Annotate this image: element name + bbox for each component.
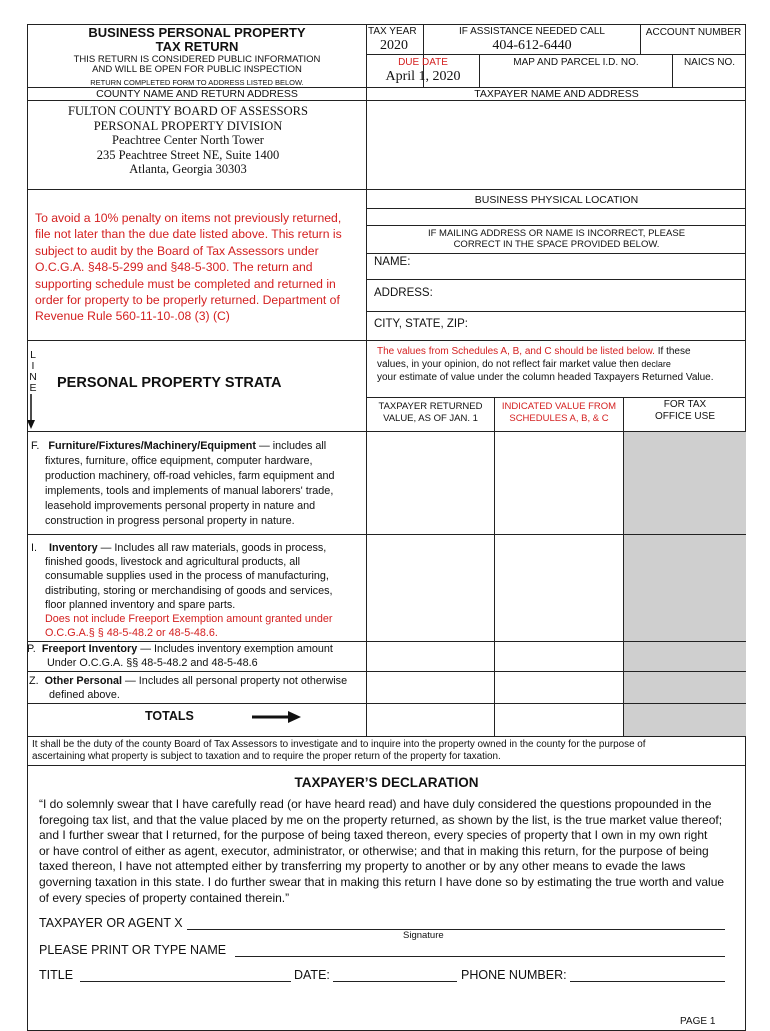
public-info-line-2: AND WILL BE OPEN FOR PUBLIC INSPECTION [92, 64, 302, 75]
strata-title: PERSONAL PROPERTY STRATA [57, 375, 282, 391]
page-number: PAGE 1 [680, 1016, 716, 1027]
declaration-line-6: governing taxation in this state. I do further swear that in making this return I have done so by estimating the true worth and value [39, 874, 725, 889]
county-line-5: Atlanta, Georgia 30303 [129, 162, 247, 176]
city-state-zip-label: CITY, STATE, ZIP: [374, 318, 468, 330]
row-i-line-2: finished goods, livestock and agricultural products, all [45, 556, 301, 569]
date-field[interactable] [333, 968, 457, 982]
title-line-2: TAX RETURN [155, 39, 239, 54]
row-f-line-3: production machinery, off-road vehicles, farm equipment and [45, 470, 335, 482]
signature-field[interactable] [187, 915, 725, 930]
tax-year-label: TAX YEAR [368, 26, 417, 37]
taxpayer-name-address-field[interactable] [368, 102, 744, 188]
declaration-line-2: foregoing tax list, and that the value placed by me on the property returned, as shown by the list, is the true market value thereof; [39, 812, 723, 827]
row-i-indicated-value[interactable] [496, 536, 622, 640]
col2-line-2: SCHEDULES A, B, & C [509, 413, 609, 424]
county-header: COUNTY NAME AND RETURN ADDRESS [96, 88, 298, 100]
line-label-vertical [28, 350, 38, 394]
row-p-line-2: Under O.C.G.A. §§ 48-5-48.2 and 48-5-48.6 [47, 657, 258, 669]
col3-line-1: FOR TAX [663, 399, 707, 410]
col1-line-1: TAXPAYER RETURNED [378, 401, 483, 412]
row-f-title: Furniture/Fixtures/Machinery/Equipment [48, 440, 256, 452]
col-header-tax-office [624, 399, 746, 423]
county-line-3: Peachtree Center North Tower [112, 133, 264, 147]
totals-label: TOTALS [145, 709, 194, 723]
totals-taxpayer-value[interactable] [368, 705, 493, 735]
row-i-inventory [31, 541, 361, 640]
values-instruction [377, 345, 743, 384]
public-info-line-1: THIS RETURN IS CONSIDERED PUBLIC INFORMATION [73, 54, 321, 65]
col2-line-1: INDICATED VALUE FROM [501, 401, 617, 412]
assistance-label: IF ASSISTANCE NEEDED CALL [459, 26, 605, 37]
address-field[interactable] [440, 281, 744, 309]
assistance-phone: 404-612-6440 [492, 38, 572, 53]
print-name-field[interactable] [235, 943, 725, 957]
penalty-notice [35, 210, 355, 325]
tax-year-value[interactable]: 2020 [380, 38, 408, 53]
col3-line-2: OFFICE USE [654, 411, 715, 422]
declaration-line-7: of every species of property contained therein.” [39, 890, 290, 905]
row-i-taxpayer-value[interactable] [368, 536, 493, 640]
values-note-line-2: values, in your opinion, do not reflect fair market value then [377, 359, 639, 370]
penalty-line-1: To avoid a 10% penalty on items not previously returned, [35, 211, 342, 225]
title-field[interactable] [80, 968, 291, 982]
values-note-rest: If these [654, 346, 691, 357]
address-label: ADDRESS: [374, 287, 433, 299]
duty-line-1: It shall be the duty of the county Board of Tax Assessors to investigate and to inquire into the property owned in the county for the purpose of [32, 739, 646, 750]
taxpayer-header: TAXPAYER NAME AND ADDRESS [474, 88, 639, 100]
city-state-zip-field[interactable] [480, 313, 744, 338]
naics-label: NAICS NO. [683, 57, 736, 68]
form-title-block [28, 25, 366, 87]
county-address [28, 104, 348, 177]
row-z-indicated-value[interactable] [496, 673, 622, 702]
mailing-note-line-1: IF MAILING ADDRESS OR NAME IS INCORRECT, PLEASE [427, 228, 686, 239]
agent-label: TAXPAYER OR AGENT X [39, 916, 183, 930]
values-note-line-3: your estimate of value under the column headed Taxpayers Returned Value. [377, 372, 714, 383]
declaration-text [39, 797, 739, 906]
office-use-column [624, 432, 746, 736]
totals-indicated-value[interactable] [496, 705, 622, 735]
business-location-label: BUSINESS PHYSICAL LOCATION [474, 194, 639, 206]
row-i-freeport-note-2: O.C.G.A.§ § 48-5-48.2 or 48-5-48.6. [45, 627, 218, 640]
row-p-taxpayer-value[interactable] [368, 643, 493, 670]
date-label: DATE: [294, 968, 330, 982]
row-f-letter: F. [31, 440, 40, 452]
row-i-line-1: — Includes all raw materials, goods in process, [97, 542, 327, 554]
due-date-value: April 1, 2020 [385, 69, 461, 84]
row-i-line-3: consumable supplies used in the process of manufacturing, [45, 570, 329, 583]
row-p-freeport [27, 642, 361, 670]
county-line-2: PERSONAL PROPERTY DIVISION [93, 118, 283, 133]
phone-label: PHONE NUMBER: [461, 968, 567, 982]
map-parcel-field[interactable] [481, 69, 671, 86]
values-note-red: The values from Schedules A, B, and C should be listed below. [377, 346, 655, 357]
print-name-label: PLEASE PRINT OR TYPE NAME [39, 943, 227, 957]
row-f-line-5: leasehold improvements personal property in nature and [45, 500, 316, 512]
mailing-note [367, 228, 746, 250]
penalty-line-7: Revenue Rule 560-11-10-.08 (3) (C) [35, 309, 230, 324]
row-z-line-1: — Includes all personal property not otherwise [122, 675, 348, 687]
row-z-taxpayer-value[interactable] [368, 673, 493, 702]
phone-field[interactable] [570, 968, 725, 982]
row-f-taxpayer-value[interactable] [368, 433, 493, 533]
due-date-label: DUE DATE [398, 57, 448, 68]
row-p-indicated-value[interactable] [496, 643, 622, 670]
row-f-line-4: implements, tools and implements of manual laborers' trade, [45, 485, 334, 497]
county-line-1: FULTON COUNTY BOARD OF ASSESSORS [68, 104, 308, 118]
signature-caption: Signature [403, 930, 444, 941]
values-note-declare: declare [638, 359, 671, 369]
col1-line-2: VALUE, AS OF JAN. 1 [383, 413, 478, 424]
duty-line-2: ascertaining what property is subject to taxation and to require the proper return of the property for taxation. [32, 751, 501, 762]
row-z-other-personal [29, 674, 363, 702]
col-header-indicated-value [495, 401, 623, 425]
declaration-line-5: taxed thereon, I have not attempted either by transferring my property to another or by any other means to evade the laws [39, 859, 686, 874]
line-letter-e: E [29, 382, 37, 394]
account-number-label: ACCOUNT NUMBER [645, 27, 742, 38]
duty-statement [32, 739, 744, 763]
row-i-title: Inventory [49, 542, 98, 554]
penalty-line-6: order for property to be properly returned. Department of [35, 293, 340, 308]
penalty-line-2: file not later than the due date listed above. This return is [35, 227, 342, 242]
row-z-line-2: defined above. [49, 689, 120, 701]
row-f-furniture [31, 439, 361, 529]
account-number-field[interactable] [642, 38, 744, 53]
declaration-line-3: and I further swear that I returned, for the purpose of being taxed thereon, every species of property that I own in my own right [39, 828, 708, 843]
row-p-title: Freeport Inventory [41, 643, 138, 655]
declaration-title: TAXPAYER’S DECLARATION [294, 775, 479, 790]
naics-field[interactable] [674, 69, 744, 86]
row-p-letter: P. [27, 643, 36, 655]
right-arrow-icon [252, 710, 302, 724]
county-line-4: 235 Peachtree Street NE, Suite 1400 [96, 147, 280, 162]
form-title [28, 26, 366, 54]
row-z-letter: Z. [29, 675, 39, 687]
down-arrow-icon [26, 394, 36, 430]
penalty-line-3: subject to audit by the Board of Tax Assessors under [35, 243, 319, 258]
penalty-line-4: O.C.G.A. §48-5-299 and §48-5-300. The return and [35, 260, 313, 275]
title-line-1: BUSINESS PERSONAL PROPERTY [88, 25, 306, 40]
row-z-title: Other Personal [44, 675, 123, 687]
row-i-line-5: floor planned inventory and spare parts. [45, 598, 236, 611]
return-note: RETURN COMPLETED FORM TO ADDRESS LISTED BELOW. [90, 78, 304, 87]
row-f-indicated-value[interactable] [496, 433, 622, 533]
declaration-line-1: “I do solemnly swear that I have carefully read (or have heard read) and have duly considered the questions propounded in the [39, 797, 712, 811]
line-letter-l: L [30, 349, 36, 361]
map-parcel-label: MAP AND PARCEL I.D. NO. [513, 57, 639, 68]
row-i-letter: I. [31, 542, 37, 554]
mailing-note-line-2: CORRECT IN THE SPACE PROVIDED BELOW. [453, 239, 660, 250]
row-f-line-6: construction in progress personal property in nature. [45, 515, 295, 527]
name-label: NAME: [374, 256, 411, 268]
row-f-line-1: — includes all [255, 440, 327, 452]
row-i-freeport-note-1: Does not include Freeport Exemption amount granted under [45, 613, 333, 626]
row-f-line-2: fixtures, furniture, office equipment, computer hardware, [45, 455, 313, 467]
title-label: TITLE [39, 968, 74, 982]
line-letter-n: N [29, 371, 37, 383]
name-field[interactable] [420, 255, 744, 277]
penalty-line-5: supporting schedule must be completed and returned in [35, 276, 336, 291]
row-i-line-4: distributing, storing or merchandising of goods and services, [45, 584, 333, 597]
line-letter-i: I [31, 360, 35, 372]
business-location-field[interactable] [368, 209, 744, 225]
declaration-line-4: or have control of either as agent, executor, administrator, or otherwise; and that in making this return, for the purpose of being [39, 843, 709, 858]
col-header-taxpayer-returned [367, 401, 494, 425]
row-p-line-1: — Includes inventory exemption amount [137, 643, 333, 655]
